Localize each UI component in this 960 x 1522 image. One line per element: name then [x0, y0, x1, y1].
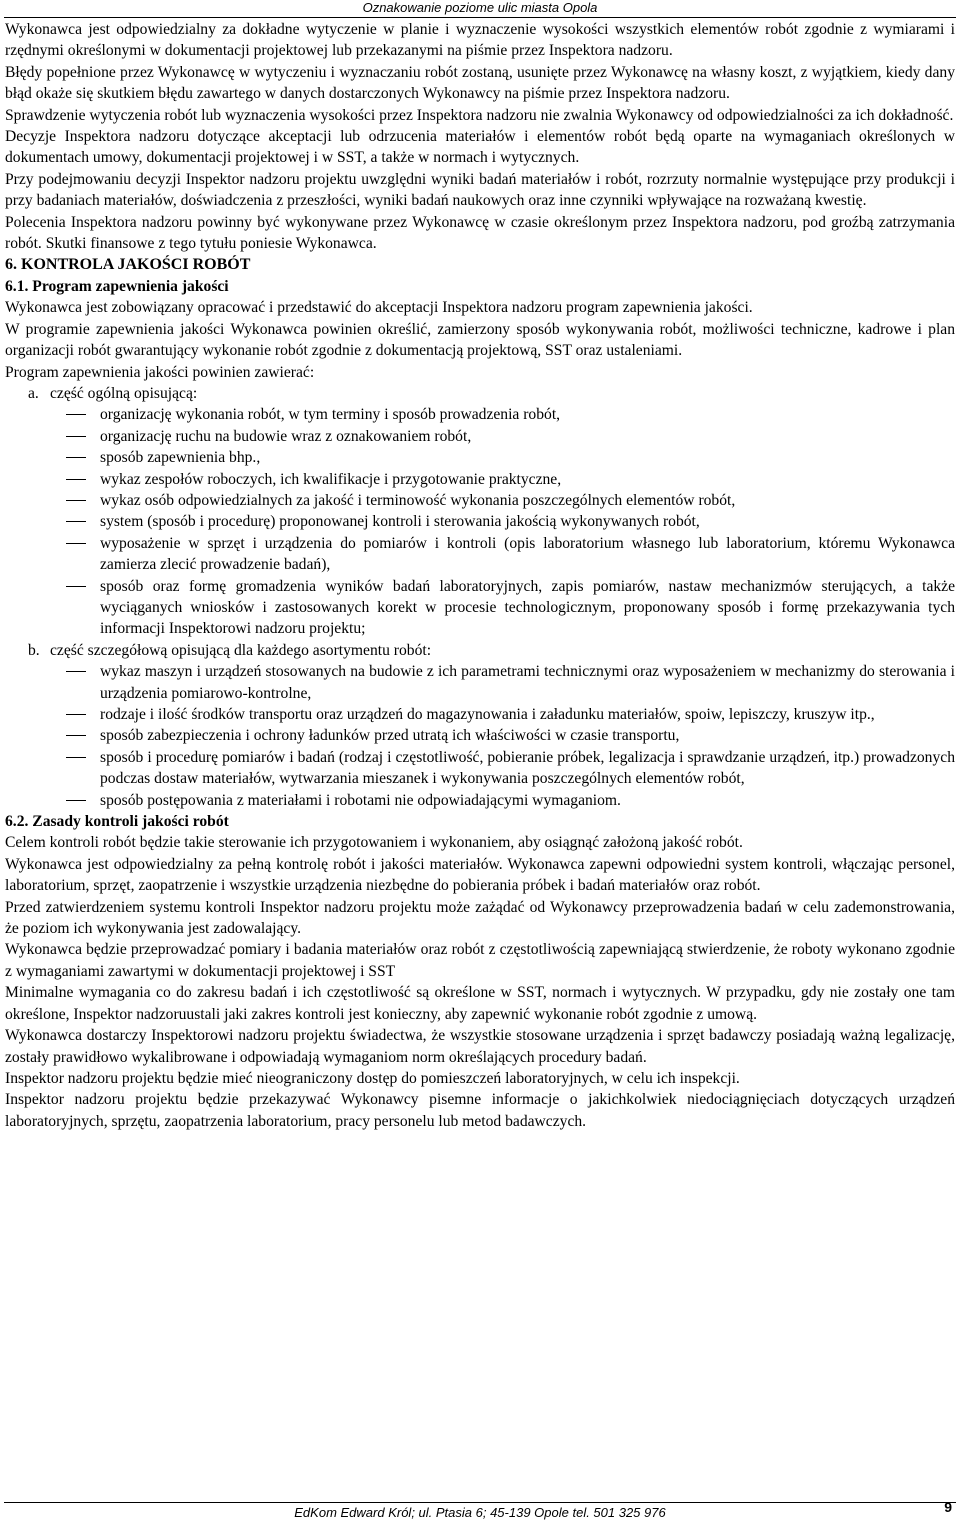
paragraph: Błędy popełnione przez Wykonawcę w wytyczeniu i wyznaczaniu robót zostaną, usunięte przez Wykonawcę na własny koszt, z wyjątkiem, kiedy dany błąd okaże się skutkiem błędu zawartego w danych dostarczonych Wykonawcy na piśmie przez Inspektora nadzoru. — [5, 63, 955, 103]
list-item: sposób oraz formę gromadzenia wyników badań laboratoryjnych, zapis pomiarów, nastaw mechanizmów sterujących, a także wyciąganych wniosków i zastosowanych korekt w procesie technologicznym, proponowany sposób i formę przekazywania tych informacji Inspektorowi nadzoru projektu; — [5, 576, 955, 640]
list-item: rodzaje i ilość środków transportu oraz urządzeń do magazynowania i załadunku materiałów, spoiw, lepiszczy, kruszyw itp., — [5, 704, 955, 725]
paragraph: Wykonawca jest odpowiedzialny za dokładne wytyczenie w planie i wyznaczenie wysokości wszystkich elementów robót zgodnie z wymiarami i rzędnymi określonymi w dokumentacji projektowej lub przekazanymi na piśmie przez Inspektora nadzoru. — [5, 21, 955, 60]
list-marker: a. — [28, 384, 39, 402]
list-item: sposób postępowania z materiałami i robotami nie odpowiadającymi wymaganiom. — [5, 790, 955, 811]
paragraph: Program zapewnienia jakości powinien zawierać: — [5, 363, 315, 381]
paragraph: Wykonawca dostarczy Inspektorowi nadzoru projektu świadectwa, że wszystkie stosowane urządzenia i sprzęt badawczy posiadają ważną legalizację, zostały prawidłowo wykalibrowane i odpowiadają wymaganiom norm określających procedury badań. — [5, 1027, 955, 1066]
paragraph: Inspektor nadzoru projektu będzie przekazywać Wykonawcy pisemne informacje o jakichkolwiek niedociągnięciach dotyczących urządzeń laboratoryjnych, sprzętu, zaopatrzenia laboratorium, pracy personelu lub metod badawczych. — [5, 1091, 955, 1130]
page-content — [5, 19, 955, 1132]
list-item: wykaz maszyn i urządzeń stosowanych na budowie z ich parametrami technicznymi oraz wyposażeniem w mechanizmy do sterowania i urządzenia pomiarowo-kontrolne, — [5, 661, 955, 704]
list-label: część szczegółową opisującą dla każdego asortymentu robót: — [50, 641, 432, 659]
list-item: organizację wykonania robót, w tym terminy i sposób prowadzenia robót, — [5, 404, 955, 425]
list-item: sposób zabezpieczenia i ochrony ładunków przed utratą ich właściwości w czasie transportu, — [5, 725, 955, 746]
list-b-heading — [5, 640, 955, 661]
list-marker: b. — [28, 641, 40, 659]
page-footer: EdKom Edward Król; ul. Ptasia 6; 45-139 Opole tel. 501 325 976 — [294, 1505, 666, 1520]
paragraph: Polecenia Inspektora nadzoru powinny być wykonywane przez Wykonawcę w czasie określonym przez Inspektora nadzoru, pod groźbą zatrzymania robót. Skutki finansowe z tego tytułu poniesie Wykonawca. — [5, 213, 955, 253]
paragraph: Celem kontroli robót będzie takie sterowanie ich przygotowaniem i wykonaniem, aby osiągnąć założoną jakość robót. — [5, 834, 743, 852]
list-item: wykaz zespołów roboczych, ich kwalifikacje i przygotowanie praktyczne, — [5, 469, 955, 490]
section-heading: 6. KONTROLA JAKOŚCI ROBÓT — [5, 256, 251, 274]
list-item: sposób zapewnienia bhp., — [5, 447, 955, 468]
list-a — [5, 404, 955, 639]
paragraph: Wykonawca jest zobowiązany opracować i przedstawić do akceptacji Inspektora nadzoru program zapewnienia jakości. — [5, 299, 753, 317]
list-a-heading — [5, 383, 955, 404]
list-item: wykaz osób odpowiedzialnych za jakość i terminowość wykonania poszczególnych elementów robót, — [5, 490, 955, 511]
paragraph: Minimalne wymagania co do zakresu badań i ich częstotliwość są określone w SST, normach i wytycznych. W przypadku, gdy nie zostały one tam określone, Inspektor nadzoruustali jaki zakres kontroli jest konieczny, aby zapewnić wykonanie robót zgodnie z umową. — [5, 984, 955, 1023]
paragraph: Sprawdzenie wytyczenia robót lub wyznaczenia wysokości przez Inspektora nadzoru nie zwalnia Wykonawcy od odpowiedzialności za ich dokładność. — [5, 106, 954, 124]
list-label: część ogólną opisującą: — [50, 384, 198, 402]
header-divider — [4, 17, 956, 18]
list-item: system (sposób i procedurę) proponowanej kontroli i sterowania jakością wykonywanych robót, — [5, 511, 955, 532]
list-item: wyposażenie w sprzęt i urządzenia do pomiarów i kontroli (opis laboratorium własnego lub laboratorium, któremu Wykonawca zamierza zlecić prowadzenie badań), — [5, 533, 955, 576]
paragraph: Inspektor nadzoru projektu będzie mieć nieograniczony dostęp do pomieszczeń laboratoryjnych, w celu ich inspekcji. — [5, 1069, 740, 1087]
paragraph: Przed zatwierdzeniem systemu kontroli Inspektor nadzoru projektu może zażądać od Wykonawcy przeprowadzenia badań w celu zademonstrowania, że poziom ich wykonywania jest zadowalający. — [5, 898, 955, 938]
paragraph: Przy podejmowaniu decyzji Inspektor nadzoru projektu uwzględni wyniki badań materiałów i robót, rozrzuty normalnie występujące przy produkcji i przy badaniach materiałów, doświadczenia z przeszłości, wyniki badań naukowych oraz inne czynniki wpływające na rozważaną kwestię. — [5, 170, 955, 210]
page-number: 9 — [944, 1499, 952, 1515]
subsection-heading: 6.1. Program zapewnienia jakości — [5, 277, 229, 295]
paragraph: Wykonawca będzie przeprowadzać pomiary i badania materiałów oraz robót z częstotliwością zapewniającą stwierdzenie, że roboty wykonano zgodnie z wymaganiami zawartymi w dokumentacji projektowej i SST — [5, 941, 955, 980]
list-item: sposób i procedurę pomiarów i badań (rodzaj i częstotliwość, pobieranie próbek, legalizacja i sprawdzanie urządzeń, itp.) prowadzonych podczas dostaw materiałów, wytwarzania mieszanek i wykonywania poszczególnych elementów robót, — [5, 747, 955, 790]
paragraph: W programie zapewnienia jakości Wykonawca powinien określić, zamierzony sposób wykonywania robót, możliwości techniczne, kadrowe i plan organizacji robót gwarantujący wykonanie robót zgodnie z dokumentacją projektową, SST oraz ustaleniami. — [5, 320, 955, 360]
paragraph: Decyzje Inspektora nadzoru dotyczące akceptacji lub odrzucenia materiałów i elementów robót będą oparte na wymaganiach określonych w dokumentach umowy, dokumentacji projektowej i w SST, a także w normach i wytycznych. — [5, 128, 955, 167]
list-item: organizację ruchu na budowie wraz z oznakowaniem robót, — [5, 426, 955, 447]
list-b — [5, 661, 955, 811]
page-header: Oznakowanie poziome ulic miasta Opola — [362, 0, 598, 15]
paragraph: Wykonawca jest odpowiedzialny za pełną kontrolę robót i jakości materiałów. Wykonawca zapewni odpowiedni system kontroli, włączając personel, laboratorium, sprzęt, zaopatrzenie i wszystkie urządzenia niezbędne do pobierania próbek i badań materiałów oraz robót. — [5, 855, 955, 895]
subsection-heading: 6.2. Zasady kontroli jakości robót — [5, 813, 229, 831]
